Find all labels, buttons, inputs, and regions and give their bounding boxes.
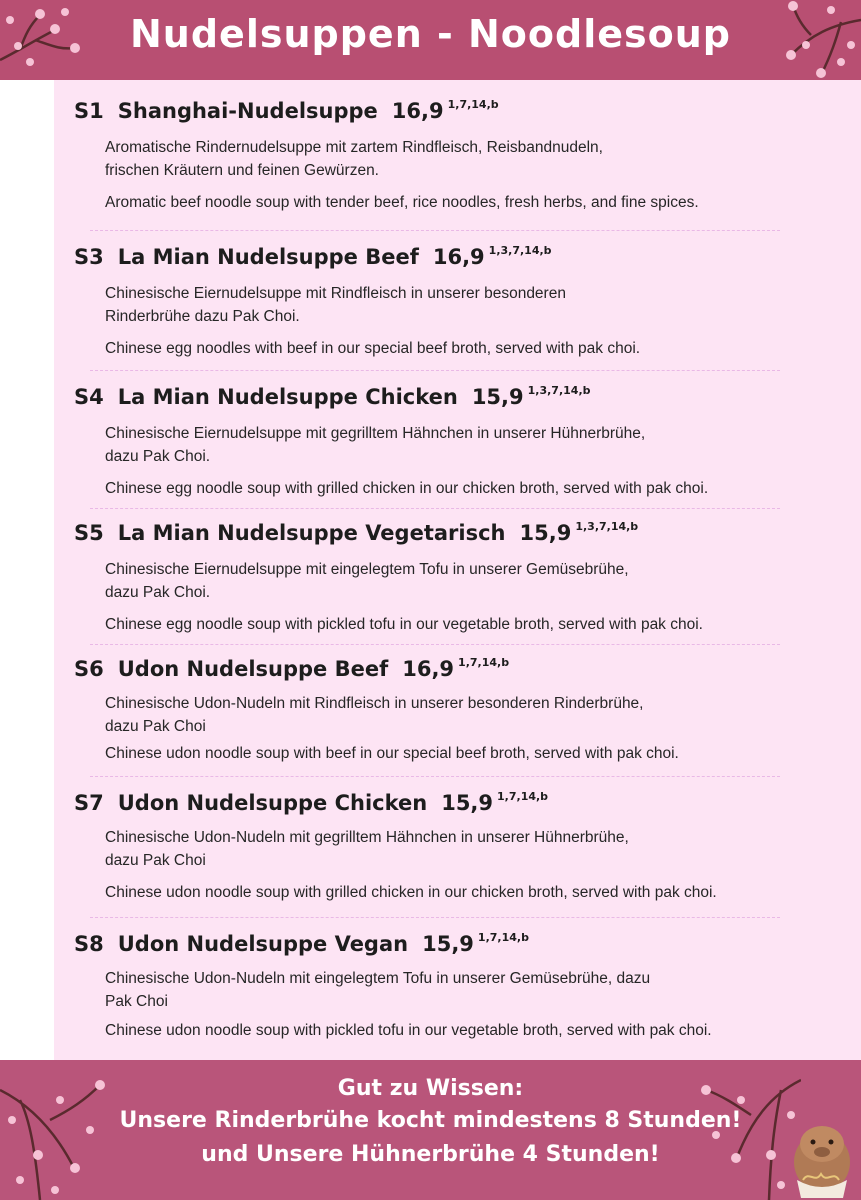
desc-de-line: Chinesische Udon-Nudeln mit Rindfleisch in unserer besonderen Rinderbrühe, — [105, 695, 644, 712]
item-code: S1 — [74, 99, 104, 123]
item-code: S3 — [74, 245, 104, 269]
item-price: 15,9 — [519, 521, 572, 545]
item-description-en: Aromatic beef noodle soup with tender beef, rice noodles, fresh herbs, and fine spices. — [105, 194, 699, 211]
desc-de-line: Chinesische Udon-Nudeln mit eingelegtem Tofu in unserer Gemüsebrühe, dazu — [105, 970, 651, 987]
item-heading — [74, 656, 834, 686]
item-name: Shanghai-Nudelsuppe — [117, 99, 378, 123]
menu-content — [54, 80, 861, 1060]
item-description-en: Chinese egg noodle soup with pickled tofu in our vegetable broth, served with pak choi. — [105, 616, 703, 633]
item-description-de — [105, 136, 834, 182]
divider — [90, 917, 780, 918]
item-description-en: Chinese udon noodle soup with pickled tofu in our vegetable broth, served with pak choi. — [105, 1022, 712, 1039]
menu-item — [74, 656, 834, 765]
divider — [90, 776, 780, 777]
item-heading — [74, 790, 834, 820]
divider — [90, 230, 780, 231]
item-code: S4 — [74, 385, 104, 409]
desc-de-line: Aromatische Rindernudelsuppe mit zartem Rindfleisch, Reisbandnudeln, — [105, 139, 603, 156]
desc-de-line: frischen Kräutern und feinen Gewürzen. — [105, 162, 379, 179]
item-allergens: 1,7,14,b — [477, 931, 529, 944]
menu-item — [74, 98, 834, 214]
item-code: S8 — [74, 932, 104, 956]
desc-de-line: Chinesische Eiernudelsuppe mit eingelegtem Tofu in unserer Gemüsebrühe, — [105, 561, 629, 578]
item-name: Udon Nudelsuppe Vegan — [117, 932, 409, 956]
item-description-en: Chinese udon noodle soup with beef in our special beef broth, served with pak choi. — [105, 745, 679, 762]
menu-item — [74, 244, 834, 360]
menu-item — [74, 520, 834, 636]
divider — [90, 508, 780, 509]
item-description-de — [105, 282, 834, 328]
footer-banner — [0, 1060, 861, 1200]
menu-item — [74, 931, 834, 1042]
item-heading — [74, 98, 834, 128]
item-description-en: Chinese udon noodle soup with grilled chicken in our chicken broth, served with pak choi. — [105, 884, 717, 901]
item-description-de — [105, 422, 834, 468]
item-price: 16,9 — [432, 245, 485, 269]
item-description-de — [105, 967, 834, 1013]
item-price: 16,9 — [402, 657, 455, 681]
menu-item — [74, 384, 834, 500]
item-heading — [74, 244, 834, 274]
header-banner — [0, 0, 861, 80]
page-title: Nudelsuppen - Noodlesoup — [130, 12, 731, 56]
desc-de-line: dazu Pak Choi. — [105, 584, 211, 601]
item-allergens: 1,7,14,b — [447, 98, 499, 111]
footer-line-chicken-broth: und Unsere Hühnerbrühe 4 Stunden! — [201, 1142, 660, 1167]
item-price: 16,9 — [391, 99, 444, 123]
item-price: 15,9 — [471, 385, 524, 409]
item-description-de — [105, 692, 834, 738]
item-heading — [74, 931, 834, 961]
menu-item — [74, 790, 834, 904]
left-margin — [0, 80, 54, 1060]
item-allergens: 1,7,14,b — [497, 790, 549, 803]
desc-de-line: Chinesische Eiernudelsuppe mit Rindfleisch in unserer besonderen — [105, 285, 566, 302]
item-allergens: 1,7,14,b — [458, 656, 510, 669]
item-name: La Mian Nudelsuppe Beef — [117, 245, 419, 269]
item-allergens: 1,3,7,14,b — [575, 520, 639, 533]
desc-de-line: Chinesische Eiernudelsuppe mit gegrilltem Hähnchen in unserer Hühnerbrühe, — [105, 425, 646, 442]
desc-de-line: Rinderbrühe dazu Pak Choi. — [105, 308, 300, 325]
item-price: 15,9 — [422, 932, 474, 956]
item-name: La Mian Nudelsuppe Vegetarisch — [117, 521, 506, 545]
item-code: S6 — [74, 657, 104, 681]
desc-de-line: dazu Pak Choi. — [105, 448, 211, 465]
item-allergens: 1,3,7,14,b — [527, 384, 591, 397]
desc-de-line: dazu Pak Choi — [105, 852, 206, 869]
item-price: 15,9 — [441, 791, 494, 815]
item-name: Udon Nudelsuppe Beef — [117, 657, 389, 681]
footer-line-beef-broth: Unsere Rinderbrühe kocht mindestens 8 Stunden! — [119, 1108, 742, 1133]
divider — [90, 370, 780, 371]
item-heading — [74, 384, 834, 414]
desc-de-line: Pak Choi — [105, 993, 168, 1010]
divider — [90, 644, 780, 645]
footer-heading: Gut zu Wissen: — [337, 1076, 524, 1101]
item-description-de — [105, 558, 834, 604]
item-description-en: Chinese egg noodle soup with grilled chicken in our chicken broth, served with pak choi. — [105, 480, 709, 497]
desc-de-line: dazu Pak Choi — [105, 718, 206, 735]
item-code: S5 — [74, 521, 104, 545]
desc-de-line: Chinesische Udon-Nudeln mit gegrilltem Hähnchen in unserer Hühnerbrühe, — [105, 829, 629, 846]
item-name: La Mian Nudelsuppe Chicken — [117, 385, 458, 409]
item-description-de — [105, 826, 834, 872]
item-heading — [74, 520, 834, 550]
item-allergens: 1,3,7,14,b — [488, 244, 552, 257]
item-name: Udon Nudelsuppe Chicken — [117, 791, 428, 815]
item-description-en: Chinese egg noodles with beef in our special beef broth, served with pak choi. — [105, 340, 641, 357]
item-code: S7 — [74, 791, 104, 815]
